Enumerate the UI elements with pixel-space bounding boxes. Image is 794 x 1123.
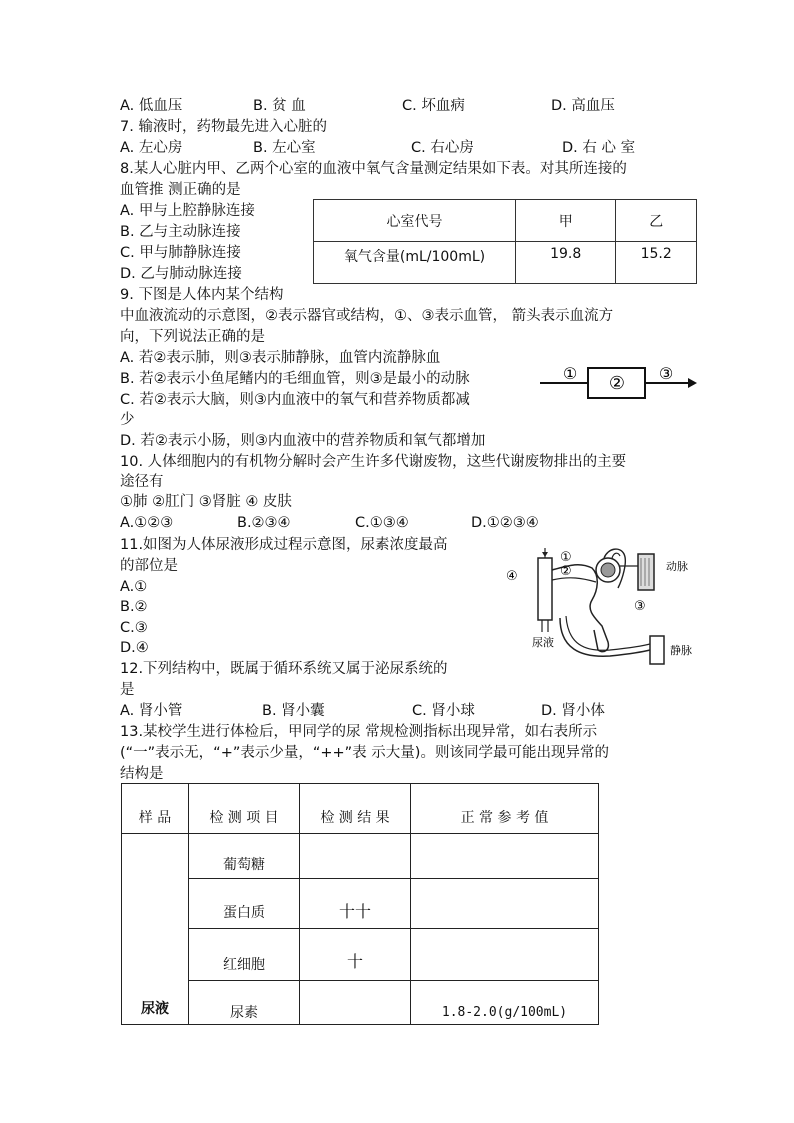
q11-vein (650, 636, 664, 664)
q8-table (313, 199, 697, 284)
q11-option-b: B.② (120, 599, 148, 615)
q10-option-c: C.①③④ (355, 515, 409, 531)
q9-option-c-line2: 少 (120, 412, 135, 428)
q8-option-d: D. 乙与肺动脉连接 (120, 266, 242, 282)
q9-option-d: D. 若②表示小肠，则③内血液中的营养物质和氧气都增加 (120, 433, 486, 449)
q8-table-value-jia: 19.8 (516, 242, 616, 284)
q11-nephron-diagram (500, 540, 700, 665)
q8-stem-line2: 血管推 测正确的是 (120, 182, 241, 198)
q6-option-c: C. 坏血病 (402, 98, 465, 114)
q6-option-b: B. 贫 血 (253, 98, 306, 114)
q11-label-4: ④ (506, 569, 518, 584)
q9-option-c-line1: C. 若②表示大脑，则③内血液中的氧气和营养物质都减 (120, 392, 470, 408)
q7-stem: 7. 输液时，药物最先进入心脏的 (120, 119, 327, 135)
q13-row-item: 蛋白质 (189, 879, 300, 929)
q8-option-b: B. 乙与主动脉连接 (120, 224, 241, 240)
q6-option-d: D. 高血压 (551, 98, 615, 114)
q13-row-item: 红细胞 (189, 929, 300, 981)
q8-table-value-yi: 15.2 (616, 242, 697, 284)
q9-label-1: ① (562, 364, 578, 383)
q9-blood-flow-diagram (540, 360, 700, 406)
q11-collecting-duct (538, 558, 552, 620)
q10-option-b: B.②③④ (237, 515, 291, 531)
q8-table-header-ventricle: 心室代号 (314, 200, 516, 242)
q8-option-a: A. 甲与上腔静脉连接 (120, 203, 255, 219)
q9-option-a: A. 若②表示肺，则③表示肺静脉，血管内流静脉血 (120, 350, 441, 366)
q11-label-1: ① (560, 550, 572, 565)
q11-label-urine: 尿液 (532, 636, 554, 649)
q11-stem-line2: 的部位是 (120, 558, 178, 574)
q9-stem-line1: 9. 下图是人体内某个结构 (120, 287, 284, 303)
q11-glomerulus (601, 563, 615, 577)
q13-row-reference (411, 929, 599, 981)
q9-label-2: ② (608, 373, 626, 394)
q7-option-d: D. 右 心 室 (562, 140, 636, 156)
q11-artery (638, 554, 654, 590)
q13-header-item: 检 测 项 目 (189, 784, 300, 834)
q13-sample-urine: 尿液 (122, 834, 189, 1025)
q12-option-c: C. 肾小球 (412, 703, 475, 719)
q8-table-row-label: 氧气含量(mL/100mL) (314, 242, 516, 284)
q8-table-header-yi: 乙 (616, 200, 697, 242)
q9-arrowhead (688, 378, 697, 388)
q11-option-a: A.① (120, 579, 148, 595)
q12-option-d: D. 肾小体 (541, 703, 605, 719)
q12-stem-line2: 是 (120, 682, 135, 698)
q10-option-a: A.①②③ (120, 515, 174, 531)
q13-row-reference (411, 834, 599, 879)
q9-option-b: B. 若②表示小鱼尾鳍内的毛细血管，则③是最小的动脉 (120, 371, 470, 387)
q13-stem-line2: (“一”表示无，“+”表示少量，“++”表 示大量)。则该同学最可能出现异常的 (120, 745, 609, 761)
q13-row-item: 葡萄糖 (189, 834, 300, 879)
q12-option-a: A. 肾小管 (120, 703, 183, 719)
q7-option-a: A. 左心房 (120, 140, 183, 156)
q13-row-result: 十十 (300, 879, 411, 929)
q13-row-reference: 1.8-2.0(g/100mL) (411, 981, 599, 1025)
q12-option-b: B. 肾小囊 (262, 703, 325, 719)
q8-option-c: C. 甲与肺静脉连接 (120, 245, 241, 261)
q13-row-result (300, 981, 411, 1025)
q10-items: ①肺 ②肛门 ③肾脏 ④ 皮肤 (120, 494, 292, 510)
q13-urine-test-table (121, 783, 599, 1025)
q9-label-3: ③ (658, 364, 674, 383)
q13-stem-line3: 结构是 (120, 766, 164, 782)
q9-stem-line2: 中血液流动的示意图，②表示器官或结构，①、③表示血管， 箭头表示血流方 (120, 308, 614, 324)
q13-row-result: 十 (300, 929, 411, 981)
q10-stem-line1: 10. 人体细胞内的有机物分解时会产生许多代谢废物，这些代谢废物排出的主要 (120, 454, 627, 470)
q6-option-a: A. 低血压 (120, 98, 183, 114)
q13-header-result: 检 测 结 果 (300, 784, 411, 834)
q13-row-result (300, 834, 411, 879)
q11-option-d: D.④ (120, 640, 149, 656)
q8-table-header-jia: 甲 (516, 200, 616, 242)
q7-option-b: B. 左心室 (253, 140, 316, 156)
q11-stem-line1: 11.如图为人体尿液形成过程示意图，尿素浓度最高 (120, 537, 448, 553)
q11-label-3: ③ (634, 599, 646, 614)
q10-stem-line2: 途径有 (120, 474, 164, 490)
q13-header-sample: 样 品 (122, 784, 189, 834)
q10-option-d: D.①②③④ (471, 515, 539, 531)
q13-row-item: 尿素 (189, 981, 300, 1025)
q8-stem-line1: 8.某人心脏内甲、乙两个心室的血液中氧气含量测定结果如下表。对其所连接的 (120, 161, 627, 177)
q13-row-reference (411, 879, 599, 929)
q12-stem-line1: 12.下列结构中，既属于循环系统又属于泌尿系统的 (120, 661, 448, 677)
q7-option-c: C. 右心房 (411, 140, 474, 156)
q13-header-reference: 正 常 参 考 值 (411, 784, 599, 834)
q11-option-c: C.③ (120, 620, 148, 636)
q11-label-artery: 动脉 (666, 560, 688, 573)
q13-stem-line1: 13.某校学生进行体检后，甲同学的尿 常规检测指标出现异常，如右表所示 (120, 724, 598, 740)
q11-label-vein: 静脉 (670, 644, 692, 657)
q9-stem-line3: 向，下列说法正确的是 (120, 329, 265, 345)
q11-label-2: ② (560, 564, 572, 579)
